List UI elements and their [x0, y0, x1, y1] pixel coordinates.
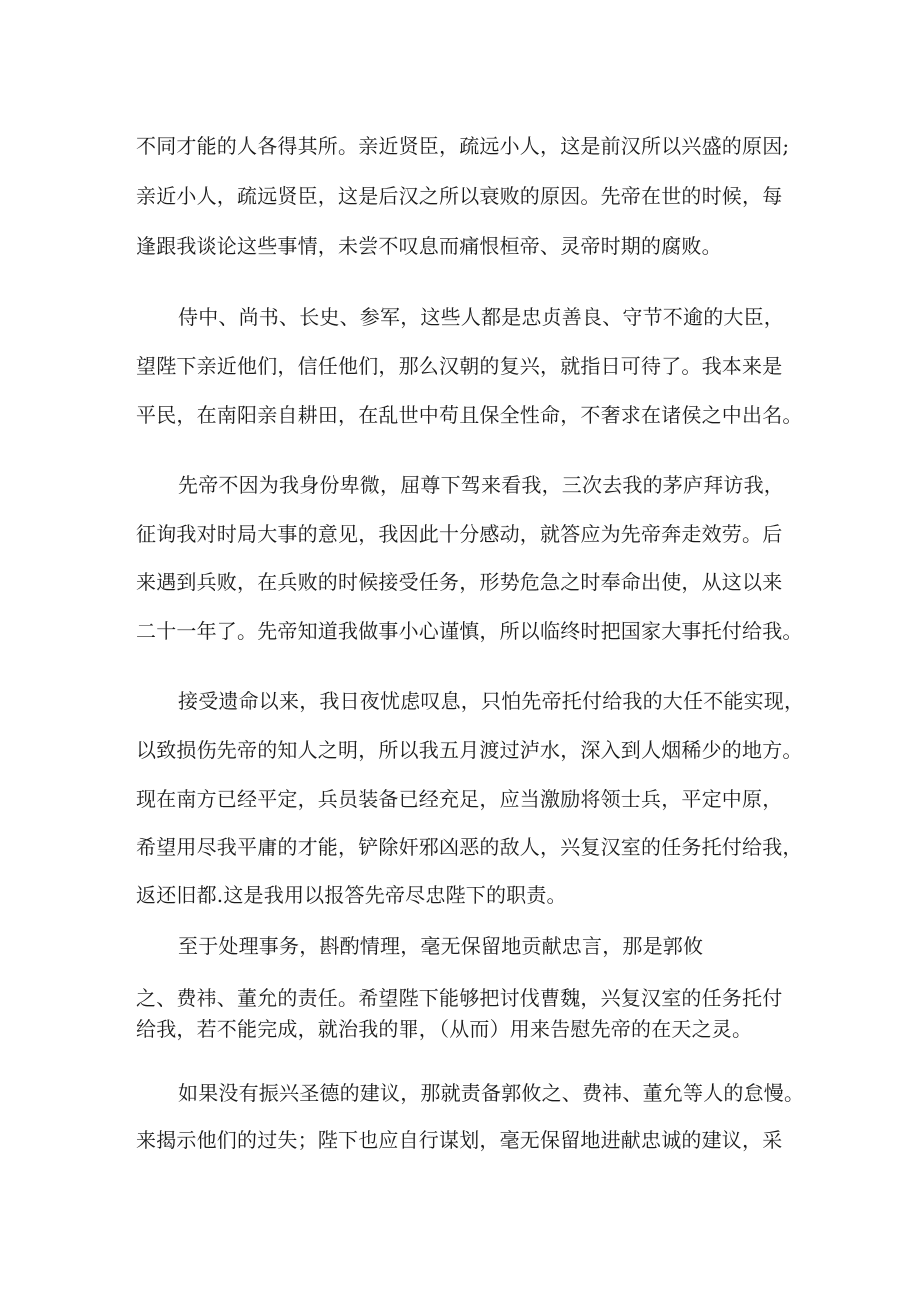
text-line: 来遇到兵败，在兵败的时候接受任务，形势危急之时奉命出使，从这以来	[136, 570, 783, 594]
text-line: 不同才能的人各得其所。亲近贤臣，疏远小人，这是前汉所以兴盛的原因;	[136, 134, 790, 158]
text-line: 来揭示他们的过失；陛下也应自行谋划，毫无保留地进献忠诚的建议，采	[136, 1128, 783, 1152]
text-line: 侍中、尚书、长史、参军，这些人都是忠贞善良、守节不逾的大臣，	[178, 305, 784, 329]
text-line: 如果没有振兴圣德的建议，那就责备郭攸之、费祎、董允等人的怠慢。	[178, 1081, 805, 1105]
text-line: 平民，在南阳亲自耕田，在乱世中苟且保全性命，不奢求在诸侯之中出名。	[136, 403, 803, 427]
text-line: 先帝不因为我身份卑微，屈尊下驾来看我，三次去我的茅庐拜访我，	[178, 473, 784, 497]
text-line: 接受遗命以来，我日夜忧虑叹息，只怕先帝托付给我的大任不能实现，	[178, 689, 805, 713]
text-line: 亲近小人，疏远贤臣，这是后汉之所以衰败的原因。先帝在世的时候，每	[136, 184, 783, 208]
text-line: 逢跟我谈论这些事情，未尝不叹息而痛恨桓帝、灵帝时期的腐败。	[136, 234, 722, 258]
text-line: 现在南方已经平定，兵员装备已经充足，应当激励将领士兵，平定中原，	[136, 787, 783, 811]
text-line: 返还旧都.这是我用以报答先帝尽忠陛下的职责。	[136, 883, 567, 907]
text-line: 之、费祎、董允的责任。希望陛下能够把讨伐曹魏，兴复汉室的任务托付	[136, 986, 783, 1010]
text-line: 二十一年了。先帝知道我做事小心谨慎，所以临终时把国家大事托付给我。	[136, 619, 803, 643]
text-line: 征询我对时局大事的意见，我因此十分感动，就答应为先帝奔走效劳。后	[136, 522, 783, 546]
text-line: 望陛下亲近他们，信任他们，那么汉朝的复兴，就指日可待了。我本来是	[136, 354, 783, 378]
text-line: 给我，若不能完成，就治我的罪，（从而）用来告慰先帝的在天之灵。	[136, 1017, 753, 1041]
text-line: 以致损伤先帝的知人之明，所以我五月渡过泸水，深入到人烟稀少的地方。	[136, 738, 803, 762]
text-line: 希望用尽我平庸的才能，铲除奸邪凶恶的敌人，兴复汉室的任务托付给我，	[136, 835, 803, 859]
text-line: 至于处理事务，斟酌情理，毫无保留地贡献忠言，那是郭攸	[178, 934, 704, 958]
